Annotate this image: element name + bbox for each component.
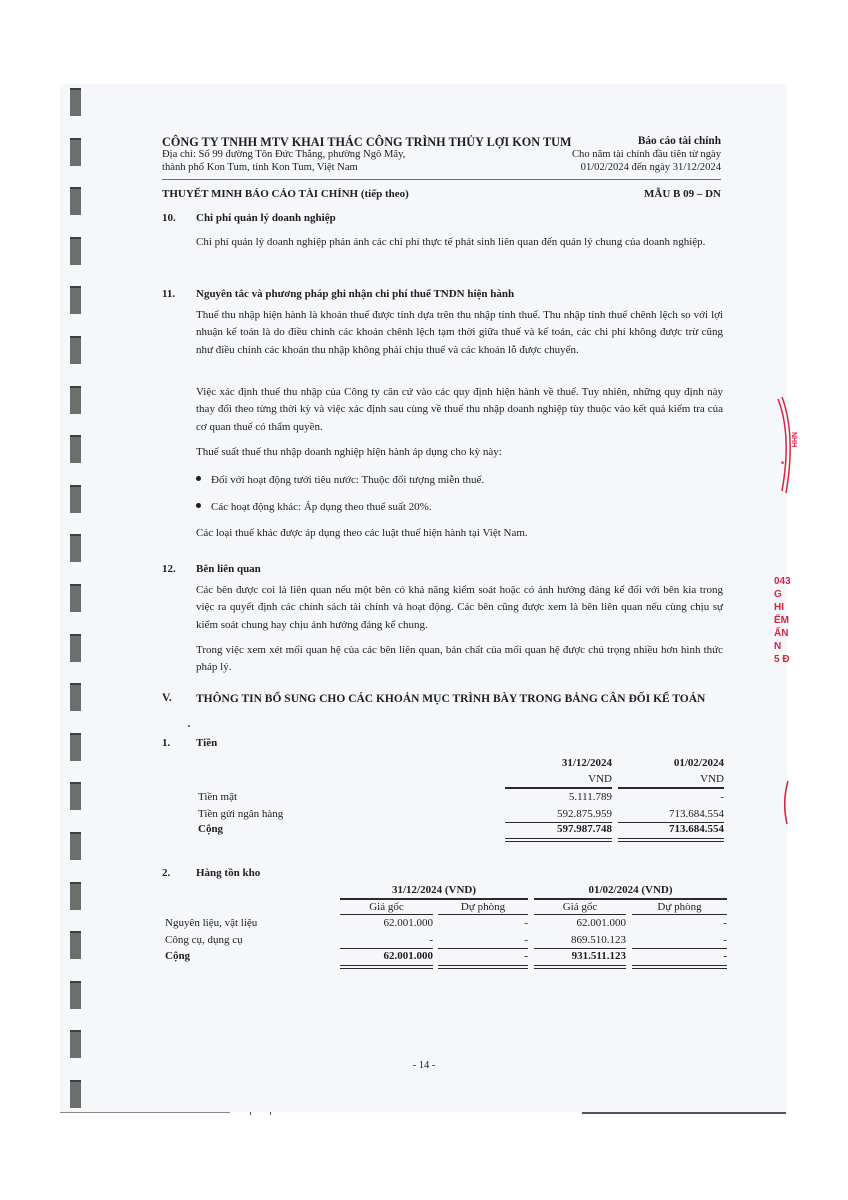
cash-total-label: Cộng [198, 823, 224, 835]
bullet-text: Đối với hoạt động tưới tiêu nước: Thuộc đối tượng miễn thuế. [211, 474, 485, 486]
inventory-row-value: - [524, 934, 528, 946]
inventory-subtotal-rule [438, 948, 528, 949]
binding-hole-mark [70, 534, 81, 562]
binding-hole-mark [70, 981, 81, 1009]
inventory-row-label: Công cụ, dụng cụ [165, 934, 243, 946]
seal-text: N [774, 641, 782, 652]
section-11-paragraph-1: Thuế thu nhập hiện hành là khoản thuế được tính dựa trên thu nhập tính thuế. Thu nhập tính thuế chênh lệch so với lợi nhuận kế toán là do điều chỉnh các khoản chênh lệch tạm thời giữa thuế và kế toán, các chi phí không được trừ cũng như điều chỉnh các khoản thu nhập không phải chịu thuế và các khoản lỗ được chuyển. [196, 309, 723, 356]
cash-total-double-rule [618, 838, 724, 842]
cash-total-double-rule [505, 838, 612, 842]
bottom-edge-rule [582, 1112, 786, 1114]
seal-text: NHH [790, 432, 797, 448]
form-code: MẪU B 09 – DN [644, 188, 721, 200]
cash-header-rule [618, 787, 724, 789]
inventory-row-value: - [723, 917, 727, 929]
section-10-title: Chi phí quản lý doanh nghiệp [196, 212, 336, 224]
binding-hole-mark [70, 782, 81, 810]
cash-title: Tiền [196, 737, 218, 749]
binding-hole-mark [70, 882, 81, 910]
binding-hole-mark [70, 1030, 81, 1058]
red-seal-fragment [772, 395, 802, 495]
inventory-row-value: - [723, 934, 727, 946]
binding-hole-mark [70, 138, 81, 166]
binding-hole-mark [70, 187, 81, 215]
cash-col-date: 31/12/2024 [561, 757, 612, 769]
section-v-title: THÔNG TIN BỔ SUNG CHO CÁC KHOẢN MỤC TRÌNH BÀY TRONG BẢNG CÂN ĐỐI KẾ TOÁN [196, 693, 706, 705]
inventory-subcol-header: Giá gốc [369, 901, 404, 913]
red-seal-arc [782, 780, 790, 825]
page-number: - 14 - [412, 1060, 436, 1071]
inventory-row-value: 869.510.123 [571, 934, 626, 946]
inventory-row-value: - [429, 934, 433, 946]
section-11-paragraph-3: Thuế suất thuế thu nhập doanh nghiệp hiện hành áp dụng cho kỳ này: [196, 446, 502, 458]
header-divider [162, 179, 721, 180]
company-address-line2: thành phố Kon Tum, tỉnh Kon Tum, Việt Nam [162, 162, 358, 173]
binding-hole-mark [70, 485, 81, 513]
seal-text: 043 [774, 576, 791, 587]
inventory-total-double-rule [632, 965, 727, 969]
report-period-line1: Cho năm tài chính đầu tiên từ ngày [571, 149, 721, 160]
binding-hole-mark [70, 286, 81, 314]
cash-row-value: 592.875.959 [557, 808, 612, 820]
inventory-title: Hàng tồn kho [196, 867, 261, 879]
binding-hole-mark [70, 386, 81, 414]
cash-col-unit: VND [700, 773, 724, 785]
binding-hole-mark [70, 683, 81, 711]
bullet-text: Các hoạt động khác: Áp dụng theo thuế suất 20%. [211, 501, 432, 513]
section-11-number: 11. [162, 288, 176, 300]
inventory-row-value: 62.001.000 [383, 917, 433, 929]
binding-hole-mark [70, 237, 81, 265]
inventory-subcol-rule [534, 914, 626, 915]
inventory-row-label: Nguyên liệu, vật liệu [165, 917, 258, 929]
binding-hole-mark [70, 832, 81, 860]
section-11-paragraph-4: Các loại thuế khác được áp dụng theo các luật thuế hiện hành tại Việt Nam. [196, 527, 528, 539]
section-12-paragraph-2: Trong việc xem xét mối quan hệ của các bên liên quan, bản chất của mối quan hệ được chú trọng nhiều hơn hình thức pháp lý. [196, 644, 723, 674]
section-v-number: V. [162, 692, 172, 704]
section-12-paragraph-1: Các bên được coi là liên quan nếu một bên có khả năng kiểm soát hoặc có ảnh hưởng đáng kể đối với bên kia trong việc ra quyết định các chính sách tài chính và hoạt động. Các bên cũng được xem là bên liên quan nếu cùng chịu sự kiểm soát chung hay chịu ảnh hưởng đáng kể chung. [196, 584, 723, 631]
bullet-icon [196, 476, 201, 481]
binding-hole-mark [70, 733, 81, 761]
bottom-tick [250, 1112, 251, 1115]
inventory-group-rule [534, 898, 727, 900]
binding-hole-mark [70, 1080, 81, 1108]
cash-row-value: 713.684.554 [669, 808, 724, 820]
inventory-total-value: - [524, 950, 528, 962]
binding-hole-mark [70, 336, 81, 364]
section-10-number: 10. [162, 212, 176, 224]
cash-row-label: Tiền mặt [198, 791, 238, 803]
inventory-subcol-rule [438, 914, 528, 915]
section-11-paragraph-2: Việc xác định thuế thu nhập của Công ty căn cứ vào các quy định hiện hành về thuế. Tuy nhiên, những quy định này thay đổi theo từng thời kỳ và việc xác định sau cùng về thuế thu nhập doanh nghiệp tùy thuộc vào kết quả kiểm tra của cơ quan thuế có thẩm quyền. [196, 386, 723, 433]
red-seal-fragment-2 [774, 575, 791, 666]
bullet-icon [196, 503, 201, 508]
company-name: CÔNG TY TNHH MTV KHAI THÁC CÔNG TRÌNH THỦY LỢI KON TUM [162, 135, 572, 149]
inventory-subcol-header: Dự phòng [460, 901, 506, 913]
inventory-total-label: Cộng [165, 950, 191, 962]
binding-hole-mark [70, 88, 81, 116]
tax-rate-bullet [196, 501, 432, 513]
cash-col-unit: VND [588, 773, 612, 785]
company-address-line1: Địa chỉ: Số 99 đường Tôn Đức Thắng, phường Ngô Mây, [162, 149, 406, 160]
binding-hole-mark [70, 435, 81, 463]
bottom-edge-rule [60, 1112, 230, 1113]
notes-section-title: THUYẾT MINH BÁO CÁO TÀI CHÍNH (tiếp theo) [162, 188, 409, 200]
cash-number: 1. [162, 737, 171, 749]
section-11-title: Nguyên tắc và phương pháp ghi nhận chi phí thuế TNDN hiện hành [196, 288, 515, 300]
tax-rate-bullet [196, 474, 484, 486]
inventory-row-value: 62.001.000 [576, 917, 626, 929]
seal-text: 5 Đ [774, 654, 790, 665]
cash-total-value: 713.684.554 [669, 823, 724, 835]
cash-total-value: 597.987.748 [557, 823, 612, 835]
inventory-row-value: - [524, 917, 528, 929]
cash-row-label: Tiền gửi ngân hàng [198, 808, 284, 820]
inventory-total-double-rule [438, 965, 528, 969]
inventory-subtotal-rule [340, 948, 433, 949]
cash-col-date: 01/02/2024 [673, 757, 724, 769]
inventory-total-double-rule [534, 965, 626, 969]
stray-dot [188, 725, 190, 727]
binding-hole-mark [70, 931, 81, 959]
svg-text:*: * [781, 460, 785, 469]
inventory-total-value: 62.001.000 [383, 950, 433, 962]
inventory-group-rule [340, 898, 528, 900]
inventory-group-header: 31/12/2024 (VND) [391, 884, 477, 896]
report-period-line2: 01/02/2024 đến ngày 31/12/2024 [580, 162, 721, 173]
inventory-group-header: 01/02/2024 (VND) [588, 884, 673, 896]
bottom-tick [270, 1112, 271, 1115]
binding-hole-mark [70, 584, 81, 612]
section-10-paragraph: Chi phí quản lý doanh nghiệp phản ánh các chi phí thực tế phát sinh liên quan đến quản lý chung của doanh nghiệp. [196, 236, 706, 248]
seal-text: ẾM [774, 615, 789, 626]
inventory-subcol-header: Dự phòng [657, 901, 702, 913]
inventory-subtotal-rule [632, 948, 727, 949]
binding-hole-mark [70, 634, 81, 662]
cash-row-value: 5.111.789 [568, 791, 612, 803]
inventory-subtotal-rule [534, 948, 626, 949]
section-12-title: Bên liên quan [196, 563, 261, 575]
inventory-total-value: 931.511.123 [571, 950, 626, 962]
inventory-subcol-header: Giá gốc [562, 901, 598, 913]
report-title: Báo cáo tài chính [637, 135, 721, 147]
seal-text: G [774, 589, 782, 600]
cash-header-rule [505, 787, 612, 789]
inventory-subcol-rule [340, 914, 433, 915]
inventory-subcol-rule [632, 914, 727, 915]
inventory-total-value: - [723, 950, 727, 962]
inventory-number: 2. [162, 867, 171, 879]
seal-text: ẤN [774, 628, 789, 639]
inventory-total-double-rule [340, 965, 433, 969]
cash-row-value: - [720, 791, 724, 803]
section-12-number: 12. [162, 563, 176, 575]
seal-text: HI [774, 602, 784, 613]
